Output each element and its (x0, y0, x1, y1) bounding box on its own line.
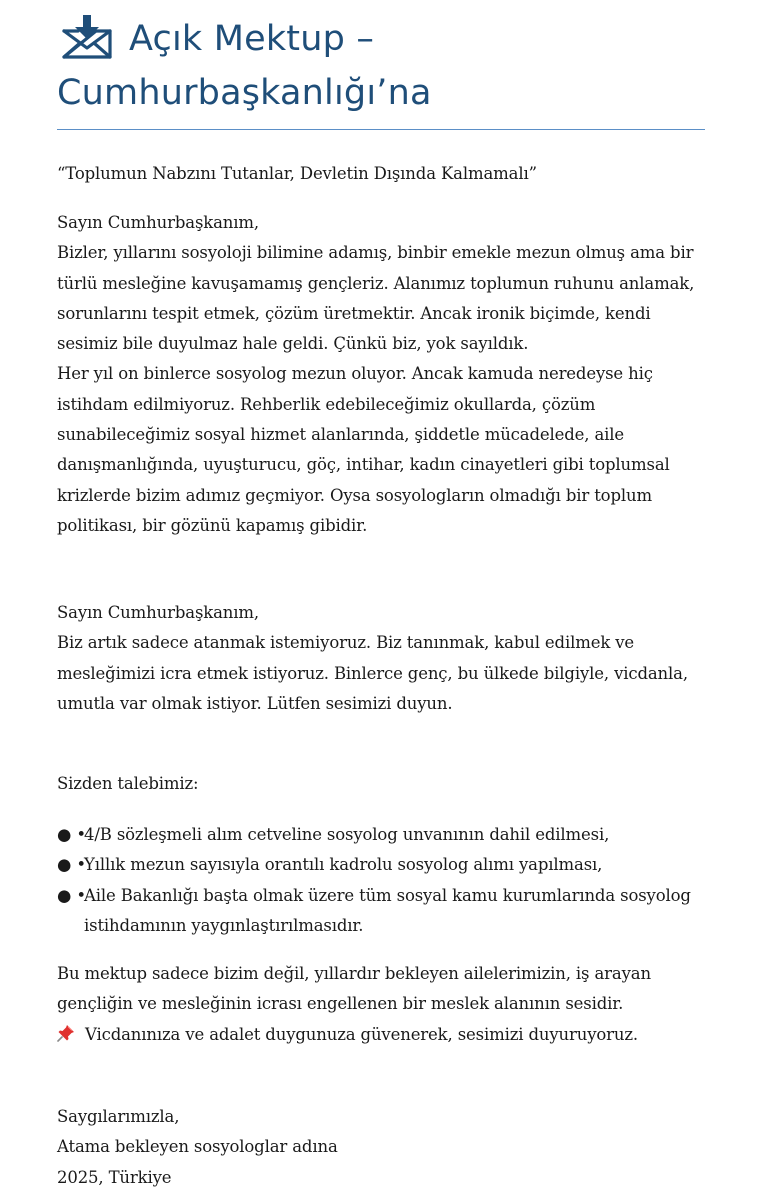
pushpin-icon (57, 1024, 75, 1042)
section-1 (57, 208, 717, 541)
salutation: Sayın Cumhurbaşkanım, (57, 213, 259, 232)
list-item (57, 881, 717, 942)
list-item-text: istihdamının yaygınlaştırılmasıdır. (84, 915, 364, 935)
text-line: mesleğimizi icra etmek istiyoruz. Binlerce genç, bu ülkede bilgiyle, vicdanla, (57, 663, 688, 683)
text-line: krizlerde bizim adımız geçmiyor. Oysa sosyologların olmadığı bir toplum (57, 485, 652, 505)
page-title (57, 12, 707, 120)
demands-label: Sizden talebimiz: (57, 774, 199, 793)
text-line: gençliğin ve mesleğinin icrası engellenen bir meslek alanının sesidir. (57, 994, 624, 1014)
list-item (57, 850, 717, 880)
text-line: Bizler, yıllarını sosyoloji bilimine adamış, binbir emekle mezun olmuş ama bir (57, 243, 694, 263)
text-line: türlü mesleğine kavuşamamış gençleriz. Alanımız toplumun ruhunu anlamak, (57, 273, 695, 293)
closing-final-line (57, 1020, 717, 1050)
date-place: 2025, Türkiye (57, 1167, 172, 1187)
text-line: danışmanlığında, uyuşturucu, göç, intihar, kadın cinayetleri gibi toplumsal (57, 455, 670, 475)
title-line-1: Açık Mektup – (129, 19, 375, 59)
text-line: Her yıl on binlerce sosyolog mezun oluyor. Ancak kamuda neredeyse hiç (57, 364, 653, 384)
envelope-download-icon (60, 14, 114, 60)
letter-quote: “Toplumun Nabzını Tutanlar, Devletin Dışında Kalmamalı” (57, 164, 537, 183)
section-2 (57, 598, 717, 719)
bullet: ● • (57, 825, 86, 844)
text-line: sesimiz bile duyulmaz hale geldi. Çünkü biz, yok sayıldık. (57, 334, 529, 354)
title-divider (57, 129, 705, 130)
title-block (57, 12, 707, 120)
demands-list (57, 820, 717, 941)
salutation: Sayın Cumhurbaşkanım, (57, 603, 259, 622)
closing-paragraph (57, 959, 717, 1050)
list-item-text: Yıllık mezun sayısıyla orantılı kadrolu sosyolog alımı yapılması, (84, 855, 603, 875)
sign-off: Saygılarımızla, (57, 1107, 180, 1126)
list-item-text: 4/B sözleşmeli alım cetveline sosyolog unvanının dahil edilmesi, (84, 825, 610, 844)
text-line: Vicdanınıza ve adalet duygunuza güvenerek, sesimizi duyuruyoruz. (85, 1024, 639, 1044)
text-line: umutla var olmak istiyor. Lütfen sesimizi duyun. (57, 693, 453, 713)
title-line-2: Cumhurbaşkanlığı’na (57, 73, 432, 113)
list-item-text: Aile Bakanlığı başta olmak üzere tüm sosyal kamu kurumlarında sosyolog (84, 885, 691, 905)
text-line: istihdam edilmiyoruz. Rehberlik edebileceğimiz okullarda, çözüm (57, 394, 596, 414)
bullet: ● • (57, 855, 86, 875)
text-line: sorunlarını tespit etmek, çözüm üretmektir. Ancak ironik biçimde, kendi (57, 303, 651, 323)
text-line: Biz artık sadece atanmak istemiyoruz. Biz tanınmak, kabul edilmek ve (57, 633, 635, 653)
list-item (57, 820, 717, 850)
letter-page (57, 12, 707, 1187)
signature (57, 1102, 717, 1193)
signatory: Atama bekleyen sosyologlar adına (57, 1137, 338, 1157)
bullet: ● • (57, 885, 86, 905)
text-line: Bu mektup sadece bizim değil, yıllardır bekleyen ailelerimizin, iş arayan (57, 964, 651, 983)
text-line: politikası, bir gözünü kapamış gibidir. (57, 515, 368, 535)
text-line: sunabileceğimiz sosyal hizmet alanlarında, şiddetle mücadelede, aile (57, 425, 624, 445)
